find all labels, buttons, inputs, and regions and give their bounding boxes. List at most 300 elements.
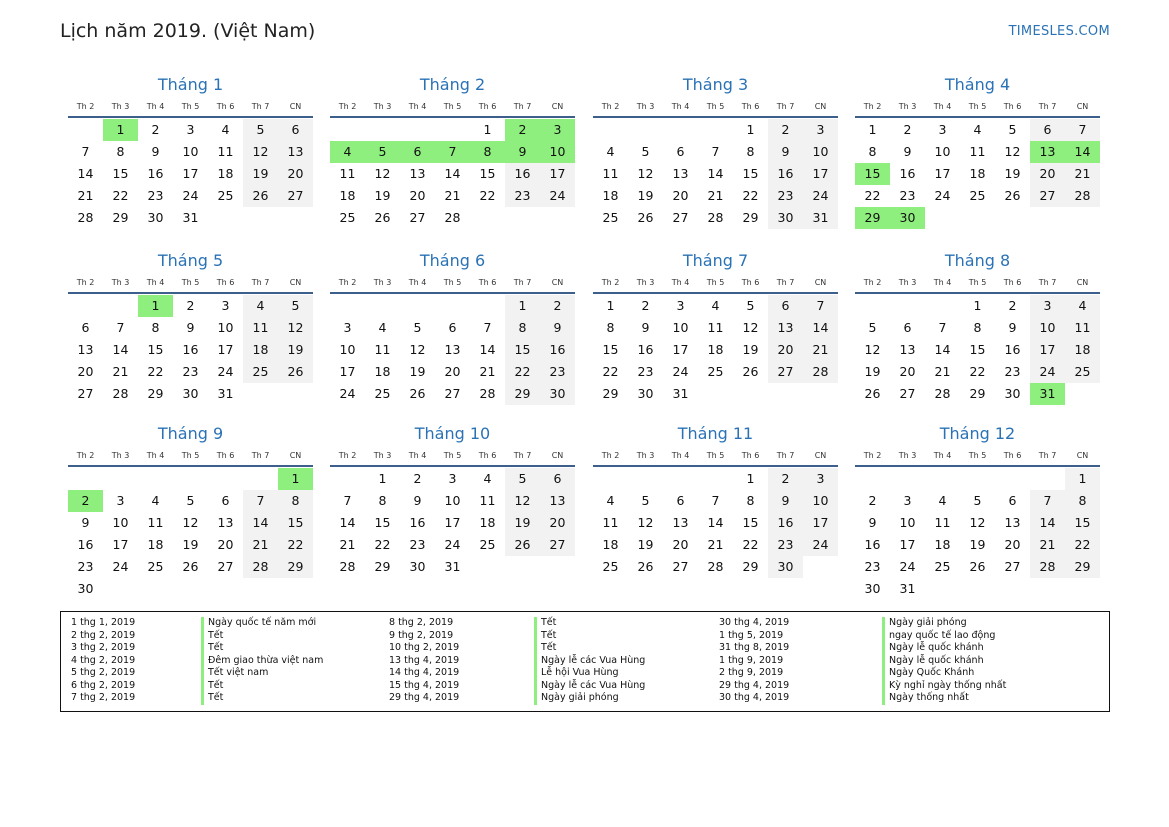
weekday-label: Th 2 xyxy=(863,278,882,287)
day-cell: 8 xyxy=(116,144,125,159)
holiday-day-cell: 7 xyxy=(435,141,470,163)
holiday-day-cell: 1 xyxy=(138,295,173,317)
day-cell: 2 xyxy=(540,295,575,317)
day-grid xyxy=(330,295,575,405)
legend-holiday-name: Tết việt nam xyxy=(201,667,323,680)
day-cell: 21 xyxy=(803,339,838,361)
weekday-label: Th 7 xyxy=(251,102,270,111)
weekday-label: Th 4 xyxy=(146,102,165,111)
day-cell: 22 xyxy=(505,361,540,383)
month-3 xyxy=(593,70,838,229)
day-cell: 6 xyxy=(278,119,313,141)
day-cell: 9 xyxy=(81,515,90,530)
day-cell: 29 xyxy=(505,383,540,405)
day-cell: 11 xyxy=(969,144,986,159)
day-cell: 29 xyxy=(602,386,619,401)
day-cell: 18 xyxy=(602,537,619,552)
weekday-label: Th 2 xyxy=(601,102,620,111)
empty-cell xyxy=(470,295,505,317)
weekday-label: Th 7 xyxy=(513,278,532,287)
legend-holiday-date: 3 thg 2, 2019 xyxy=(71,642,136,653)
month-title: Tháng 9 xyxy=(157,424,224,443)
day-cell: 7 xyxy=(803,295,838,317)
day-cell: 31 xyxy=(217,386,234,401)
weekday-label: CN xyxy=(551,102,564,111)
empty-cell xyxy=(855,295,890,317)
day-cell: 24 xyxy=(540,185,575,207)
day-cell: 12 xyxy=(409,342,426,357)
day-cell: 11 xyxy=(934,515,951,530)
empty-cell xyxy=(68,468,103,490)
weekday-label: Th 6 xyxy=(1003,102,1022,111)
day-cell: 31 xyxy=(672,386,689,401)
month-5 xyxy=(68,246,313,405)
month-title: Tháng 3 xyxy=(682,75,749,94)
day-cell: 22 xyxy=(602,364,619,379)
legend-holiday-date: 1 thg 5, 2019 xyxy=(719,629,784,641)
day-cell: 12 xyxy=(637,166,654,181)
day-cell: 10 xyxy=(217,320,234,335)
day-cell: 20 xyxy=(409,188,426,203)
day-cell: 11 xyxy=(147,515,164,530)
weekday-label: Th 4 xyxy=(408,102,427,111)
weekday-label: Th 3 xyxy=(373,102,392,111)
day-cell: 25 xyxy=(243,361,278,383)
day-cell: 23 xyxy=(147,188,164,203)
empty-cell xyxy=(628,119,663,141)
day-cell: 17 xyxy=(540,163,575,185)
day-cell: 22 xyxy=(1065,534,1100,556)
day-cell: 3 xyxy=(938,122,947,137)
day-grid xyxy=(68,468,313,600)
day-cell: 27 xyxy=(217,559,234,574)
day-cell: 12 xyxy=(278,317,313,339)
day-cell: 17 xyxy=(112,537,129,552)
day-cell: 3 xyxy=(448,471,457,486)
day-cell: 10 xyxy=(112,515,129,530)
day-cell: 28 xyxy=(1030,556,1065,578)
weekday-label: CN xyxy=(551,451,564,460)
day-cell: 29 xyxy=(742,210,759,225)
weekday-header xyxy=(593,276,838,294)
day-grid xyxy=(593,295,838,405)
day-cell: 14 xyxy=(77,166,94,181)
day-cell: 27 xyxy=(278,185,313,207)
legend-holiday-date: 8 thg 2, 2019 xyxy=(389,617,454,628)
day-cell: 21 xyxy=(1065,163,1100,185)
weekday-header xyxy=(855,100,1100,118)
day-cell: 21 xyxy=(934,364,951,379)
weekday-label: Th 2 xyxy=(76,278,95,287)
weekday-label: Th 7 xyxy=(513,451,532,460)
day-cell: 26 xyxy=(278,361,313,383)
day-grid xyxy=(330,468,575,578)
legend-holiday-date: 10 thg 2, 2019 xyxy=(389,642,460,653)
month-title: Tháng 8 xyxy=(944,251,1011,270)
day-cell: 12 xyxy=(505,490,540,512)
day-cell: 20 xyxy=(1030,163,1065,185)
legend-holiday-date: 1 thg 9, 2019 xyxy=(719,654,784,666)
month-title: Tháng 5 xyxy=(157,251,224,270)
holiday-day-cell: 1 xyxy=(278,468,313,490)
holiday-day-cell: 2 xyxy=(505,119,540,141)
day-cell: 7 xyxy=(938,320,947,335)
day-cell: 14 xyxy=(1030,512,1065,534)
day-cell: 29 xyxy=(112,210,129,225)
day-cell: 28 xyxy=(707,559,724,574)
weekday-label: Th 2 xyxy=(863,451,882,460)
legend-holiday-name: Tết xyxy=(201,630,323,643)
empty-cell xyxy=(365,119,400,141)
day-cell: 30 xyxy=(768,556,803,578)
legend-names-col-1 xyxy=(201,617,323,705)
day-cell: 10 xyxy=(1030,317,1065,339)
day-cell: 31 xyxy=(899,581,916,596)
legend-holiday-name: Ngày giải phóng xyxy=(534,692,645,705)
day-cell: 16 xyxy=(77,537,94,552)
day-cell: 24 xyxy=(339,386,356,401)
weekday-label: Th 2 xyxy=(338,102,357,111)
holiday-day-cell: 31 xyxy=(1030,383,1065,405)
day-cell: 12 xyxy=(1004,144,1021,159)
holiday-legend xyxy=(60,611,1110,712)
day-cell: 10 xyxy=(444,493,461,508)
day-cell: 15 xyxy=(969,342,986,357)
day-cell: 5 xyxy=(746,298,755,313)
weekday-label: Th 3 xyxy=(898,102,917,111)
site-link[interactable]: TIMESLES.COM xyxy=(1008,24,1110,39)
day-cell: 2 xyxy=(868,493,877,508)
day-cell: 15 xyxy=(602,342,619,357)
legend-holiday-name: Ngày lễ quốc khánh xyxy=(882,655,1006,668)
day-cell: 15 xyxy=(479,166,496,181)
day-cell: 16 xyxy=(864,537,881,552)
day-cell: 4 xyxy=(606,144,615,159)
month-8 xyxy=(855,246,1100,405)
month-title: Tháng 11 xyxy=(677,424,754,443)
day-cell: 4 xyxy=(483,471,492,486)
day-cell: 16 xyxy=(768,512,803,534)
day-cell: 6 xyxy=(768,295,803,317)
day-cell: 21 xyxy=(707,188,724,203)
weekday-label: Th 4 xyxy=(408,278,427,287)
day-cell: 23 xyxy=(540,361,575,383)
legend-holiday-name: Lễ hội Vua Hùng xyxy=(534,667,645,680)
day-cell: 9 xyxy=(641,320,650,335)
day-cell: 1 xyxy=(378,471,387,486)
day-cell: 2 xyxy=(186,298,195,313)
page-title: Lịch năm 2019. (Việt Nam) xyxy=(60,20,316,42)
day-cell: 25 xyxy=(707,364,724,379)
day-cell: 3 xyxy=(116,493,125,508)
legend-names-col-3 xyxy=(882,617,1006,705)
empty-cell xyxy=(890,295,925,317)
day-cell: 20 xyxy=(768,339,803,361)
legend-holiday-date: 31 thg 8, 2019 xyxy=(719,642,790,653)
day-cell: 14 xyxy=(112,342,129,357)
weekday-label: Th 4 xyxy=(671,451,690,460)
day-cell: 15 xyxy=(742,515,759,530)
empty-cell xyxy=(68,119,103,141)
day-cell: 20 xyxy=(540,512,575,534)
day-cell: 4 xyxy=(151,493,160,508)
weekday-label: Th 5 xyxy=(181,451,200,460)
legend-holiday-name: Tết xyxy=(201,642,323,655)
weekday-label: Th 3 xyxy=(111,451,130,460)
day-cell: 18 xyxy=(374,364,391,379)
day-cell: 22 xyxy=(374,537,391,552)
day-cell: 11 xyxy=(243,317,278,339)
day-cell: 4 xyxy=(973,122,982,137)
holiday-day-cell: 1 xyxy=(103,119,138,141)
day-cell: 5 xyxy=(243,119,278,141)
holiday-day-cell: 29 xyxy=(855,207,890,229)
day-cell: 30 xyxy=(540,383,575,405)
weekday-label: CN xyxy=(289,278,302,287)
weekday-header xyxy=(330,276,575,294)
weekday-label: Th 4 xyxy=(671,278,690,287)
day-cell: 1 xyxy=(973,298,982,313)
empty-cell xyxy=(1030,468,1065,490)
day-cell: 19 xyxy=(243,163,278,185)
day-cell: 25 xyxy=(479,537,496,552)
day-cell: 4 xyxy=(711,298,720,313)
day-cell: 20 xyxy=(217,537,234,552)
weekday-label: Th 7 xyxy=(513,102,532,111)
empty-cell xyxy=(68,295,103,317)
weekday-header xyxy=(330,449,575,467)
weekday-label: Th 4 xyxy=(146,451,165,460)
day-cell: 19 xyxy=(278,339,313,361)
day-cell: 31 xyxy=(444,559,461,574)
day-cell: 9 xyxy=(768,490,803,512)
day-cell: 26 xyxy=(409,386,426,401)
weekday-label: CN xyxy=(814,102,827,111)
day-cell: 30 xyxy=(768,207,803,229)
empty-cell xyxy=(663,119,698,141)
day-grid xyxy=(68,295,313,405)
weekday-label: Th 4 xyxy=(671,102,690,111)
legend-dates-col-3 xyxy=(719,617,789,705)
day-cell: 23 xyxy=(864,559,881,574)
legend-holiday-date: 13 thg 4, 2019 xyxy=(389,654,460,666)
day-cell: 3 xyxy=(803,119,838,141)
day-cell: 7 xyxy=(116,320,125,335)
legend-holiday-date: 15 thg 4, 2019 xyxy=(389,679,460,691)
weekday-label: Th 3 xyxy=(636,451,655,460)
weekday-label: Th 5 xyxy=(181,278,200,287)
day-cell: 9 xyxy=(903,144,912,159)
day-cell: 3 xyxy=(803,468,838,490)
day-cell: 10 xyxy=(934,144,951,159)
holiday-day-cell: 5 xyxy=(365,141,400,163)
day-cell: 28 xyxy=(243,556,278,578)
weekday-label: CN xyxy=(1076,451,1089,460)
weekday-header xyxy=(855,449,1100,467)
day-cell: 31 xyxy=(803,207,838,229)
day-cell: 28 xyxy=(444,210,461,225)
day-cell: 18 xyxy=(602,188,619,203)
day-cell: 18 xyxy=(479,515,496,530)
day-cell: 14 xyxy=(707,166,724,181)
legend-holiday-name: Ngày lễ quốc khánh xyxy=(882,642,1006,655)
day-cell: 15 xyxy=(505,339,540,361)
empty-cell xyxy=(995,468,1030,490)
day-cell: 22 xyxy=(112,188,129,203)
day-cell: 14 xyxy=(707,515,724,530)
day-cell: 28 xyxy=(803,361,838,383)
day-cell: 13 xyxy=(672,515,689,530)
day-cell: 17 xyxy=(803,512,838,534)
weekday-label: Th 5 xyxy=(706,278,725,287)
day-cell: 10 xyxy=(339,342,356,357)
day-cell: 19 xyxy=(1004,166,1021,181)
day-cell: 17 xyxy=(934,166,951,181)
day-cell: 18 xyxy=(934,537,951,552)
day-grid xyxy=(68,119,313,229)
day-cell: 5 xyxy=(973,493,982,508)
empty-cell xyxy=(330,119,365,141)
day-cell: 8 xyxy=(973,320,982,335)
day-cell: 18 xyxy=(969,166,986,181)
day-cell: 11 xyxy=(339,166,356,181)
day-cell: 16 xyxy=(409,515,426,530)
empty-cell xyxy=(628,468,663,490)
day-grid xyxy=(330,119,575,229)
month-2 xyxy=(330,70,575,229)
day-grid xyxy=(855,468,1100,600)
legend-holiday-name: ngay quốc tế lao động xyxy=(882,630,1006,643)
day-cell: 10 xyxy=(803,141,838,163)
day-cell: 22 xyxy=(742,537,759,552)
day-grid xyxy=(855,295,1100,405)
empty-cell xyxy=(400,295,435,317)
day-cell: 28 xyxy=(112,386,129,401)
day-cell: 5 xyxy=(186,493,195,508)
day-cell: 13 xyxy=(540,490,575,512)
weekday-label: Th 2 xyxy=(338,451,357,460)
day-cell: 23 xyxy=(182,364,199,379)
day-cell: 16 xyxy=(182,342,199,357)
day-cell: 16 xyxy=(505,163,540,185)
empty-cell xyxy=(925,468,960,490)
holiday-day-cell: 2 xyxy=(68,490,103,512)
day-cell: 16 xyxy=(540,339,575,361)
day-cell: 26 xyxy=(182,559,199,574)
weekday-label: CN xyxy=(1076,278,1089,287)
day-cell: 8 xyxy=(868,144,877,159)
day-cell: 8 xyxy=(746,493,755,508)
weekday-label: Th 3 xyxy=(373,278,392,287)
day-cell: 20 xyxy=(444,364,461,379)
day-cell: 5 xyxy=(505,468,540,490)
day-grid xyxy=(593,119,838,229)
day-cell: 2 xyxy=(768,119,803,141)
weekday-label: Th 2 xyxy=(76,102,95,111)
day-cell: 12 xyxy=(969,515,986,530)
day-cell: 24 xyxy=(672,364,689,379)
day-cell: 15 xyxy=(1065,512,1100,534)
day-cell: 23 xyxy=(768,534,803,556)
day-cell: 28 xyxy=(479,386,496,401)
month-9 xyxy=(68,419,313,600)
legend-holiday-name: Ngày quốc tế năm mới xyxy=(201,617,323,630)
day-cell: 17 xyxy=(672,342,689,357)
weekday-label: Th 4 xyxy=(933,278,952,287)
day-cell: 27 xyxy=(672,559,689,574)
weekday-label: Th 5 xyxy=(968,102,987,111)
empty-cell xyxy=(925,295,960,317)
day-cell: 21 xyxy=(112,364,129,379)
day-cell: 6 xyxy=(448,320,457,335)
empty-cell xyxy=(400,119,435,141)
day-cell: 9 xyxy=(1008,320,1017,335)
empty-cell xyxy=(960,468,995,490)
day-cell: 11 xyxy=(217,144,234,159)
weekday-label: Th 5 xyxy=(968,451,987,460)
day-cell: 29 xyxy=(969,386,986,401)
day-cell: 5 xyxy=(278,295,313,317)
day-cell: 2 xyxy=(1008,298,1017,313)
day-cell: 9 xyxy=(186,320,195,335)
day-cell: 17 xyxy=(182,166,199,181)
day-cell: 23 xyxy=(899,188,916,203)
day-cell: 20 xyxy=(672,537,689,552)
month-title: Tháng 4 xyxy=(944,75,1011,94)
weekday-label: Th 6 xyxy=(741,102,760,111)
weekday-header xyxy=(68,100,313,118)
day-cell: 10 xyxy=(672,320,689,335)
day-cell: 13 xyxy=(278,141,313,163)
day-cell: 19 xyxy=(182,537,199,552)
legend-holiday-date: 29 thg 4, 2019 xyxy=(719,679,790,691)
month-title: Tháng 6 xyxy=(419,251,486,270)
holiday-day-cell: 13 xyxy=(1030,141,1065,163)
weekday-label: Th 3 xyxy=(636,278,655,287)
day-cell: 9 xyxy=(151,144,160,159)
day-cell: 13 xyxy=(768,317,803,339)
weekday-label: Th 2 xyxy=(601,278,620,287)
day-cell: 13 xyxy=(899,342,916,357)
day-cell: 19 xyxy=(374,188,391,203)
day-cell: 23 xyxy=(409,537,426,552)
empty-cell xyxy=(243,468,278,490)
day-cell: 19 xyxy=(637,188,654,203)
day-cell: 6 xyxy=(540,468,575,490)
day-cell: 7 xyxy=(711,493,720,508)
day-cell: 10 xyxy=(182,144,199,159)
day-cell: 13 xyxy=(1004,515,1021,530)
weekday-label: Th 6 xyxy=(478,102,497,111)
month-title: Tháng 10 xyxy=(414,424,491,443)
day-cell: 24 xyxy=(803,185,838,207)
day-cell: 27 xyxy=(899,386,916,401)
day-cell: 23 xyxy=(637,364,654,379)
empty-cell xyxy=(103,295,138,317)
day-cell: 19 xyxy=(864,364,881,379)
weekday-label: Th 2 xyxy=(863,102,882,111)
day-cell: 24 xyxy=(112,559,129,574)
weekday-label: Th 7 xyxy=(1038,102,1057,111)
day-cell: 5 xyxy=(868,320,877,335)
weekday-label: Th 2 xyxy=(601,451,620,460)
day-cell: 12 xyxy=(864,342,881,357)
day-cell: 5 xyxy=(641,144,650,159)
day-cell: 28 xyxy=(1065,185,1100,207)
legend-holiday-date: 4 thg 2, 2019 xyxy=(71,654,136,666)
day-cell: 30 xyxy=(182,386,199,401)
day-cell: 16 xyxy=(1004,342,1021,357)
